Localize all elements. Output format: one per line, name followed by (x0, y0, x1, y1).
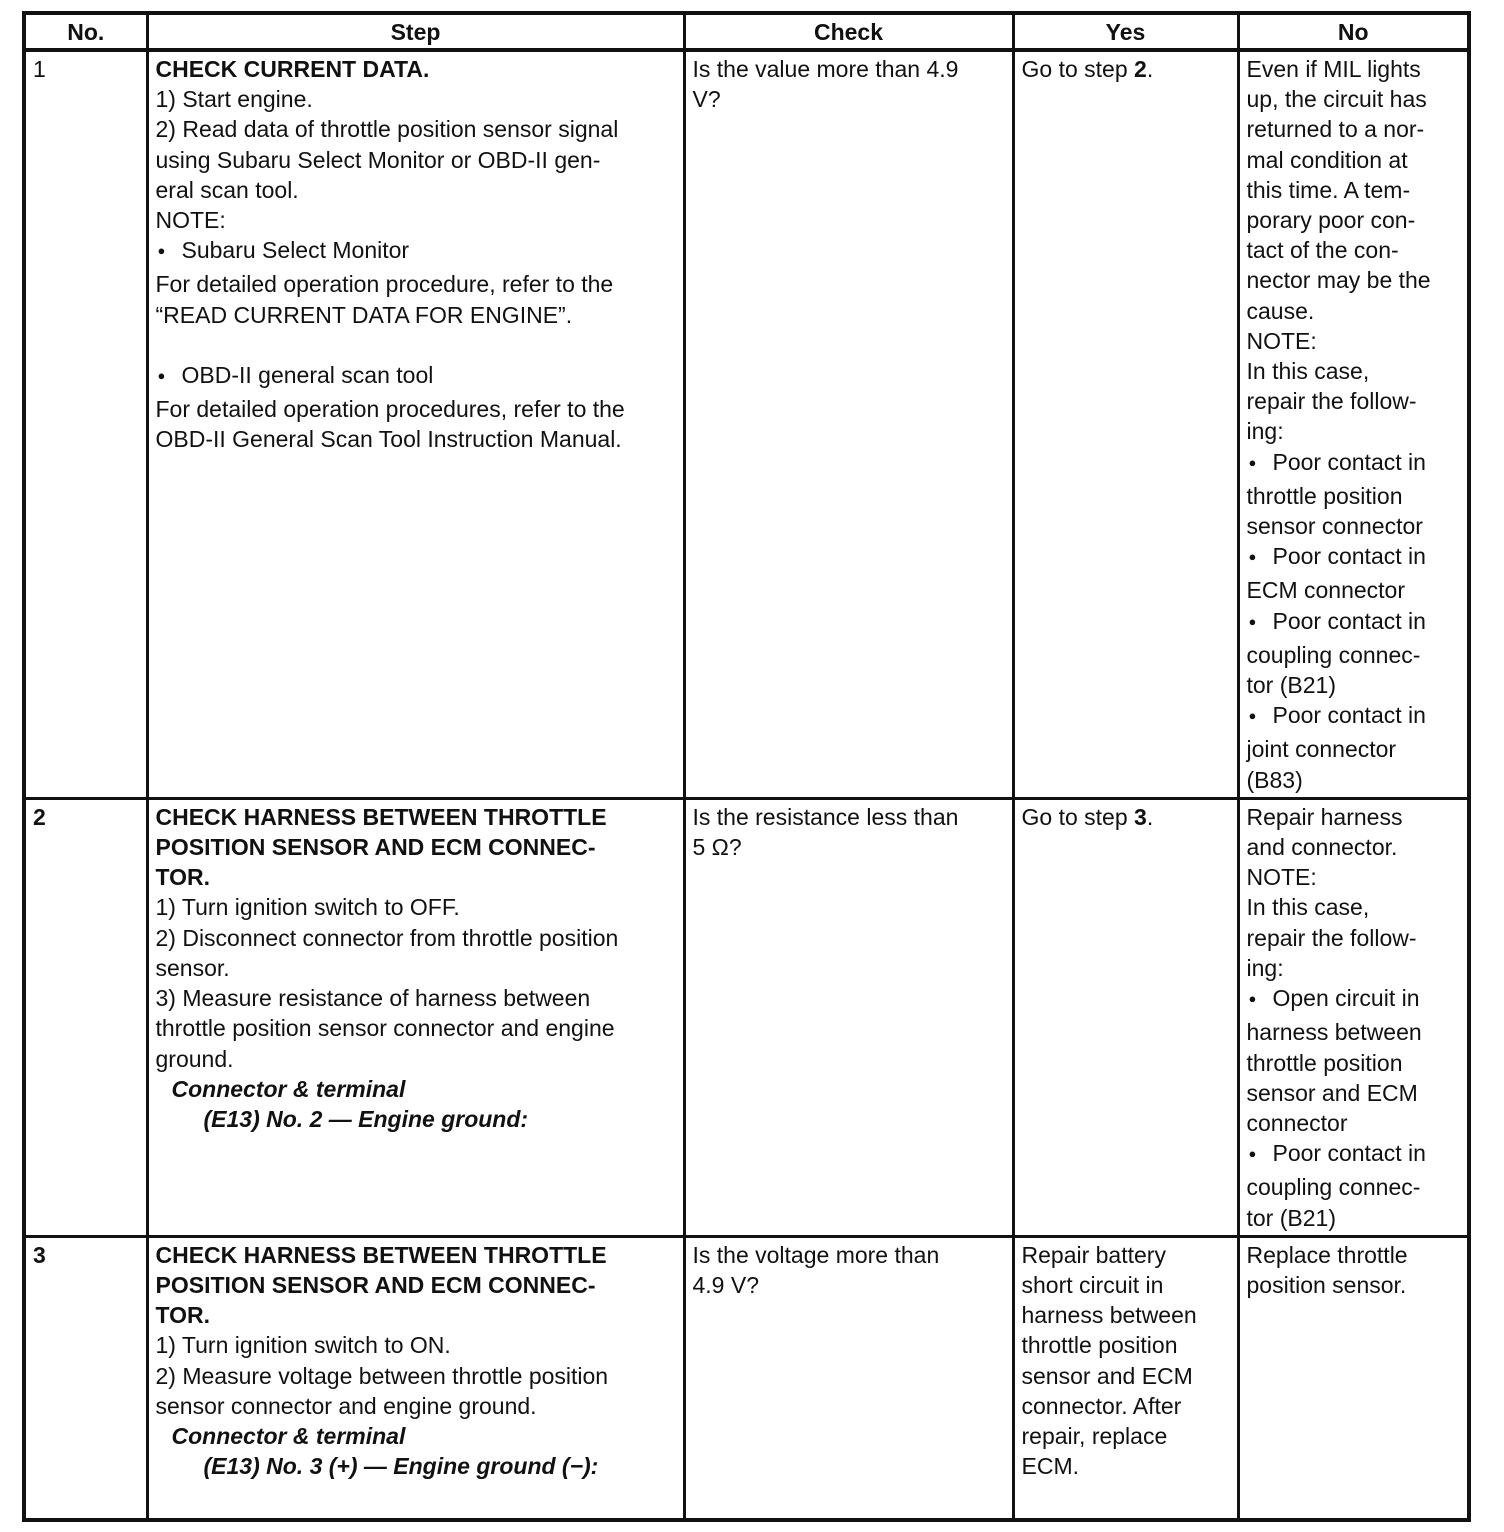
no-line: joint connector (1246, 736, 1397, 763)
no-line: ECM connector (1246, 577, 1406, 604)
table-row (24, 1236, 1469, 1520)
step-title: POSITION SENSOR AND ECM CONNEC- (155, 834, 596, 861)
step-title: POSITION SENSOR AND ECM CONNEC- (155, 1271, 596, 1298)
check-line: Is the voltage more than (692, 1241, 940, 1268)
yes-line: repair, replace (1021, 1422, 1168, 1449)
step-line: sensor connector and engine ground. (155, 1392, 537, 1419)
yes-line: ECM. (1021, 1453, 1079, 1480)
diagnostic-table (22, 11, 1471, 1522)
step-line: 2) Measure voltage between throttle position (155, 1362, 609, 1389)
header-no-column: No (1238, 13, 1469, 50)
no-cell (1238, 1236, 1469, 1520)
header-no: No. (24, 13, 147, 50)
step-line: 1) Turn ignition switch to OFF. (155, 894, 460, 921)
step-number: 2 (24, 798, 147, 1236)
no-line: Replace throttle (1246, 1241, 1408, 1268)
header-row (24, 13, 1469, 50)
step-line: OBD-II General Scan Tool Instruction Manual. (155, 426, 622, 453)
no-line: NOTE: (1246, 327, 1317, 354)
yes-text: Go to step (1021, 803, 1135, 830)
bullet-item (156, 235, 676, 269)
bullet-text: Subaru Select Monitor (181, 237, 410, 264)
check-line: Is the resistance less than (692, 803, 959, 830)
no-line: returned to a nor- (1246, 116, 1425, 143)
no-line: throttle position (1246, 1049, 1403, 1076)
no-line: coupling connec- (1246, 641, 1421, 668)
no-line: up, the circuit has (1246, 86, 1427, 113)
step-number: 3 (24, 1236, 147, 1520)
step-number: 1 (24, 50, 147, 798)
yes-cell (1013, 1236, 1238, 1520)
step-title: TOR. (155, 1302, 211, 1329)
no-line: (B83) (1246, 766, 1303, 793)
step-title: CHECK HARNESS BETWEEN THROTTLE (155, 803, 607, 830)
no-line: sensor connector (1246, 513, 1423, 540)
yes-step-number: 3 (1134, 803, 1147, 830)
no-line: In this case, (1246, 894, 1370, 921)
bullet-item (1247, 700, 1461, 734)
table-row (24, 50, 1469, 798)
step-cell (147, 798, 684, 1236)
bullet-item (1247, 1138, 1461, 1172)
step-line: 1) Start engine. (155, 86, 313, 113)
no-line: nector may be the (1246, 267, 1431, 294)
bullet-text: Poor contact in (1272, 543, 1426, 570)
no-line: cause. (1246, 297, 1315, 324)
step-line: eral scan tool. (155, 176, 299, 203)
no-cell (1238, 798, 1469, 1236)
no-line: harness between (1246, 1019, 1422, 1046)
connector-terminal: (E13) No. 2 — Engine ground: (203, 1105, 529, 1132)
check-cell (684, 1236, 1013, 1520)
no-line: porary poor con- (1246, 207, 1416, 234)
no-line: this time. A tem- (1246, 176, 1411, 203)
step-cell (147, 50, 684, 798)
step-line: using Subaru Select Monitor or OBD-II gen- (155, 146, 601, 173)
step-title: CHECK HARNESS BETWEEN THROTTLE (155, 1241, 607, 1268)
bullet-text: Poor contact in (1272, 448, 1426, 475)
check-cell (684, 798, 1013, 1236)
yes-line: connector. After (1021, 1392, 1182, 1419)
step-cell (147, 1236, 684, 1520)
yes-line: short circuit in (1021, 1271, 1164, 1298)
no-cell (1238, 50, 1469, 798)
check-line: V? (692, 86, 721, 113)
yes-text-end: . (1146, 56, 1154, 82)
connector-label: Connector & terminal (171, 1075, 406, 1102)
step-line: 2) Disconnect connector from throttle position (155, 924, 619, 951)
no-line: sensor and ECM (1246, 1079, 1418, 1106)
step-title: CHECK CURRENT DATA. (155, 56, 430, 82)
yes-line: harness between (1021, 1302, 1197, 1329)
no-line: Repair harness (1246, 803, 1403, 830)
check-line: 5 Ω? (692, 834, 742, 861)
step-line: 3) Measure resistance of harness between (155, 985, 591, 1012)
no-line: coupling connec- (1246, 1174, 1421, 1201)
bullet-item (1247, 541, 1461, 575)
yes-cell (1013, 798, 1238, 1236)
no-line: ing: (1246, 954, 1284, 981)
step-title: TOR. (155, 864, 211, 891)
table-row (24, 798, 1469, 1236)
bullet-text: OBD-II general scan tool (181, 362, 434, 389)
bullet-item (1247, 447, 1461, 481)
step-line: For detailed operation procedure, refer to the (155, 271, 614, 298)
no-line: ing: (1246, 418, 1284, 445)
yes-cell (1013, 50, 1238, 798)
bullet-text: Open circuit in (1272, 985, 1420, 1012)
step-line: throttle position sensor connector and engine (155, 1015, 615, 1042)
step-line: ground. (155, 1045, 234, 1072)
yes-line: throttle position (1021, 1332, 1178, 1359)
no-line: tor (B21) (1246, 672, 1336, 699)
connector-label: Connector & terminal (171, 1422, 406, 1449)
bullet-text: Poor contact in (1272, 1140, 1426, 1167)
yes-text: Go to step (1021, 56, 1135, 82)
no-line: tact of the con- (1246, 237, 1399, 264)
yes-text-end: . (1146, 803, 1154, 830)
header-check: Check (684, 13, 1013, 50)
no-line: NOTE: (1246, 864, 1317, 891)
no-line: connector (1246, 1109, 1348, 1136)
no-line: and connector. (1246, 834, 1398, 861)
no-line: In this case, (1246, 358, 1370, 385)
no-line: mal condition at (1246, 146, 1408, 173)
no-line: tor (B21) (1246, 1204, 1336, 1231)
step-line: For detailed operation procedures, refer to the (155, 396, 625, 423)
yes-line: sensor and ECM (1021, 1362, 1193, 1389)
no-line: position sensor. (1246, 1271, 1407, 1298)
bullet-item (156, 360, 676, 394)
check-line: Is the value more than 4.9 (692, 56, 959, 82)
header-step: Step (147, 13, 684, 50)
step-line: 2) Read data of throttle position sensor signal (155, 116, 619, 143)
bullet-item (1247, 606, 1461, 640)
yes-step-number: 2 (1134, 56, 1147, 82)
connector-terminal: (E13) No. 3 (+) — Engine ground (−): (203, 1453, 599, 1480)
no-line: Even if MIL lights (1246, 56, 1421, 82)
bullet-text: Poor contact in (1272, 607, 1426, 634)
check-cell (684, 50, 1013, 798)
bullet-text: Poor contact in (1272, 702, 1426, 729)
no-line: repair the follow- (1246, 388, 1417, 415)
step-line: sensor. (155, 954, 230, 981)
no-line: throttle position (1246, 482, 1403, 509)
header-yes: Yes (1013, 13, 1238, 50)
spacer (156, 330, 676, 360)
bullet-item (1247, 983, 1461, 1017)
check-line: 4.9 V? (692, 1271, 759, 1298)
note-label: NOTE: (155, 207, 226, 234)
no-line: repair the follow- (1246, 924, 1417, 951)
step-line: “READ CURRENT DATA FOR ENGINE”. (155, 301, 573, 328)
yes-line: Repair battery (1021, 1241, 1166, 1268)
step-line: 1) Turn ignition switch to ON. (155, 1332, 451, 1359)
